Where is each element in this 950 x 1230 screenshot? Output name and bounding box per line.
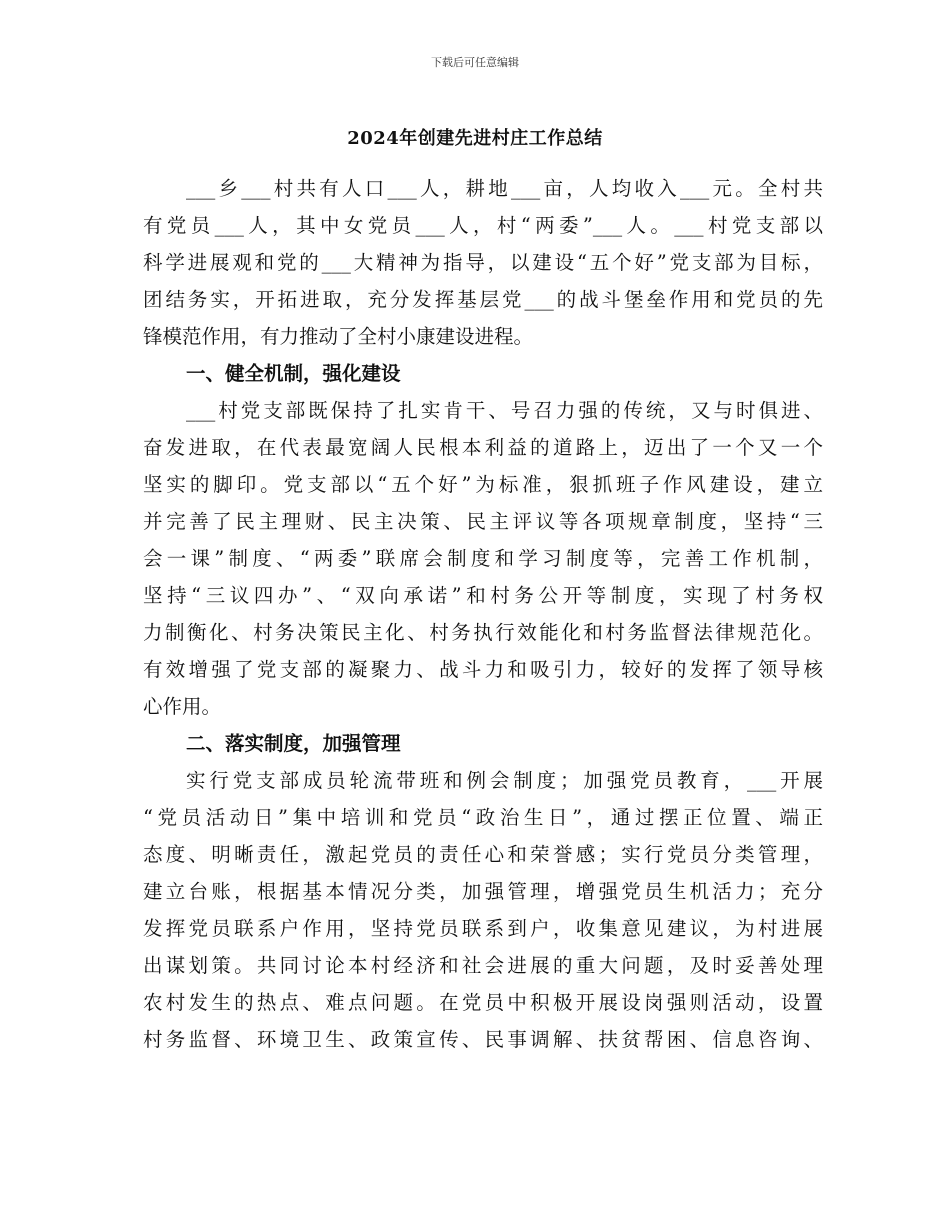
paragraph-line: “党员活动日”集中培训和党员“政治生日”，通过摆正位置、端正 <box>143 806 823 829</box>
paragraph-line: 会一课”制度、“两委”联席会制度和学习制度等，完善工作机制， <box>143 547 823 570</box>
paragraph-line: 有效增强了党支部的凝聚力、战斗力和吸引力，较好的发挥了领导核 <box>143 658 823 681</box>
paragraph-line: 有党员___人，其中女党员___人，村“两委”___人。___村党支部以 <box>143 214 823 237</box>
paragraph-line: ___村党支部既保持了扎实肯干、号召力强的传统，又与时俱进、 <box>186 399 823 422</box>
paragraph-line: 村务监督、环境卫生、政策宣传、民事调解、扶贫帮困、信息咨询、 <box>143 1028 823 1051</box>
paragraph-line: 坚持“三议四办”、“双向承诺”和村务公开等制度，实现了村务权 <box>143 584 823 607</box>
header-note: 下载后可任意编辑 <box>431 56 519 69</box>
paragraph-line: ___乡___村共有人口___人，耕地___亩，人均收入___元。全村共 <box>186 177 823 200</box>
section-heading: 二、落实制度，加强管理 <box>186 732 401 755</box>
paragraph-line: 心作用。 <box>143 695 222 718</box>
paragraph-line: 态度、明晰责任，激起党员的责任心和荣誉感；实行党员分类管理， <box>143 843 823 866</box>
paragraph-line: 出谋划策。共同讨论本村经济和社会进展的重大问题，及时妥善处理 <box>143 954 823 977</box>
document-title: 2024年创建先进村庄工作总结 <box>347 128 603 149</box>
paragraph-line: 科学进展观和党的___大精神为指导，以建设“五个好”党支部为目标， <box>143 251 823 274</box>
paragraph-line: 奋发进取，在代表最宽阔人民根本利益的道路上，迈出了一个又一个 <box>143 436 823 459</box>
paragraph-line: 实行党支部成员轮流带班和例会制度；加强党员教育，___开展 <box>186 769 823 792</box>
section-heading: 一、健全机制，强化建设 <box>186 362 401 385</box>
paragraph-line: 团结务实，开拓进取，充分发挥基层党___的战斗堡垒作用和党员的先 <box>143 288 823 311</box>
paragraph-line: 锋模范作用，有力推动了全村小康建设进程。 <box>143 325 534 348</box>
paragraph-line: 农村发生的热点、难点问题。在党员中积极开展设岗强则活动，设置 <box>143 991 823 1014</box>
paragraph-line: 建立台账，根据基本情况分类，加强管理，增强党员生机活力；充分 <box>143 880 823 903</box>
paragraph-line: 力制衡化、村务决策民主化、村务执行效能化和村务监督法律规范化。 <box>143 621 823 644</box>
paragraph-line: 并完善了民主理财、民主决策、民主评议等各项规章制度，坚持“三 <box>143 510 823 533</box>
paragraph-line: 坚实的脚印。党支部以“五个好”为标准，狠抓班子作风建设，建立 <box>143 473 823 496</box>
paragraph-line: 发挥党员联系户作用，坚持党员联系到户，收集意见建议，为村进展 <box>143 917 823 940</box>
